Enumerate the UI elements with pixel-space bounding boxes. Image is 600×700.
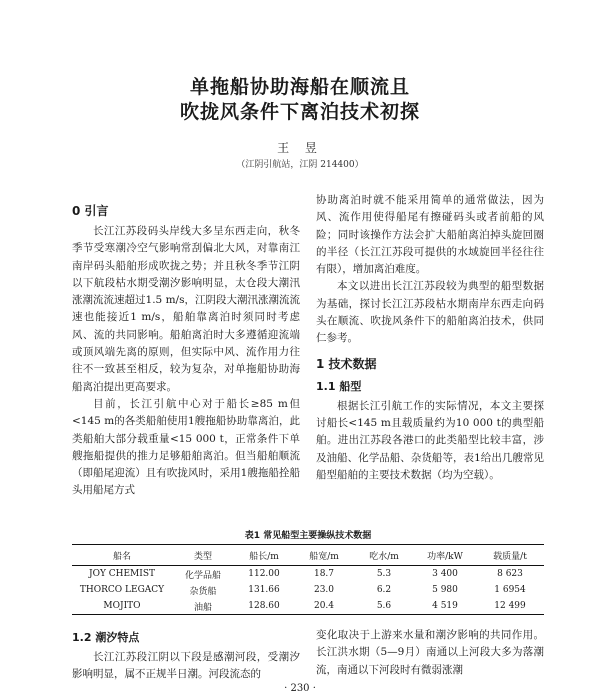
intro-paragraph-2: 目前，长江引航中心对于船长≥85 m但<145 m的各类船舶使用1艘拖船协助靠离泊，此类船舶大部分载重量<15 000 t，正常条件下单艘拖船提供的推力足够船舶离泊。但当船舶顺流（即船尾迎流）且有吹拢风时，采用1艘拖船拴船头用船尾方式 <box>72 397 300 497</box>
cell-power: 5 980 <box>432 585 458 595</box>
section-1-1-heading: 1.1 船型 <box>316 379 362 393</box>
cell-beam: 23.0 <box>313 585 335 595</box>
cell-power: 3 400 <box>432 569 458 579</box>
author-affiliation: （江阴引航站，江阴 214400） <box>236 160 364 170</box>
cell-deadweight: 8 623 <box>497 569 523 579</box>
table-header-row <box>72 545 544 566</box>
table-row <box>72 598 544 615</box>
right-column-bottom <box>316 627 544 679</box>
left-column-bottom <box>72 627 300 684</box>
cell-draft: 6.2 <box>376 585 392 595</box>
cell-type: 杂货船 <box>189 586 217 597</box>
intro-paragraph-3: 本文以进出长江江苏段较为典型的船型数据为基础，探讨长江江苏段枯水期南岸东西走向码头在顺流、吹拢风条件下的船舶离泊技术，供同仁参考。 <box>316 280 544 345</box>
right-column <box>316 192 544 484</box>
author-name: 王 昱 <box>277 141 323 155</box>
section-0-heading: 0 引言 <box>72 204 109 218</box>
page-number: · 230 · <box>284 683 316 694</box>
header-power: 功率/kW <box>427 551 463 562</box>
table-row <box>72 582 544 598</box>
left-column <box>72 199 300 500</box>
cell-deadweight: 12 499 <box>494 601 526 611</box>
section-1-2-heading: 1.2 潮汐特点 <box>72 631 140 644</box>
header-type: 类型 <box>193 551 212 562</box>
header-ship-name: 船名 <box>112 551 131 562</box>
ship-data-table <box>72 544 544 615</box>
cell-ship-name: JOY CHEMIST <box>88 569 156 579</box>
section-1-heading: 1 技术数据 <box>316 356 377 371</box>
header-length: 船长/m <box>249 551 279 562</box>
cell-draft: 5.6 <box>376 601 392 611</box>
table-row <box>72 566 544 583</box>
header-deadweight: 载质量/t <box>493 551 527 562</box>
paper-title-line-1: 单拖船协助海船在顺流且 <box>189 76 410 98</box>
paper-title-line-2: 吹拢风条件下离泊技术初探 <box>179 101 420 123</box>
header-draft: 吃水/m <box>369 551 399 562</box>
cell-type: 化学品船 <box>184 570 221 581</box>
cell-draft: 5.3 <box>376 569 392 579</box>
intro-paragraph-continued: 协助离泊时就不能采用简单的通常做法，因为风、流作用使得船尾有擦碰码头或者前船的风险；同时该操作方法会扩大船舶离泊掉头旋回圈的半径（长江江苏段可提供的水域旋回半径往往有限），增加离泊难度。 <box>316 194 544 276</box>
cell-beam: 20.4 <box>313 601 335 611</box>
cell-type: 油船 <box>193 602 212 613</box>
cell-beam: 18.7 <box>313 569 335 579</box>
cell-length: 131.66 <box>248 585 280 595</box>
ship-type-paragraph: 根据长江引航工作的实际情况，本文主要探讨船长<145 m且载质量约为10 000 t的典型船舶。进出江苏段各港口的此类船型比较丰富，涉及油船、化学品船、杂货船等，表1给出几艘常见船型船舶的主要技术数据（均为空载）。 <box>316 399 544 481</box>
tide-paragraph-continued: 变化取决于上游来水量和潮汐影响的共同作用。长江洪水期（5—9月）南通以上河段大多为落潮流，南通以下河段时有微弱涨潮 <box>316 629 544 676</box>
cell-ship-name: MOJITO <box>103 601 141 611</box>
cell-ship-name: THORCO LEGACY <box>79 585 165 595</box>
tide-paragraph: 长江江苏段江阴以下段是感潮河段，受潮汐影响明显，属不正规半日潮。河段流态的 <box>72 651 300 681</box>
cell-length: 112.00 <box>248 569 280 579</box>
cell-length: 128.60 <box>248 601 280 611</box>
intro-paragraph-1: 长江江苏段码头岸线大多呈东西走向，秋冬季节受寒潮冷空气影响常刮偏北大风，对靠南江南岸码头船舶形成吹拢之势；并且秋冬季节江阴以下航段枯水期受潮汐影响明显，太仓段大潮汛涨潮流流速超过1.5 m/s，江阴段大潮汛涨潮流流速也能接近1 m/s，船舶靠离泊时须同时考虑风、流的共同影响。船舶离泊时大多遵循迎流端或顶风端先离的原则，但实际中风、流作用力往往不一致甚至相反，较为复杂，对单拖船协助海船离泊提出更高要求。 <box>72 225 300 393</box>
cell-deadweight: 1 6954 <box>494 585 526 595</box>
table-caption: 表1 常见船型主要操纵技术数据 <box>244 531 372 541</box>
header-beam: 船宽/m <box>309 551 339 562</box>
cell-power: 4 519 <box>432 601 458 611</box>
